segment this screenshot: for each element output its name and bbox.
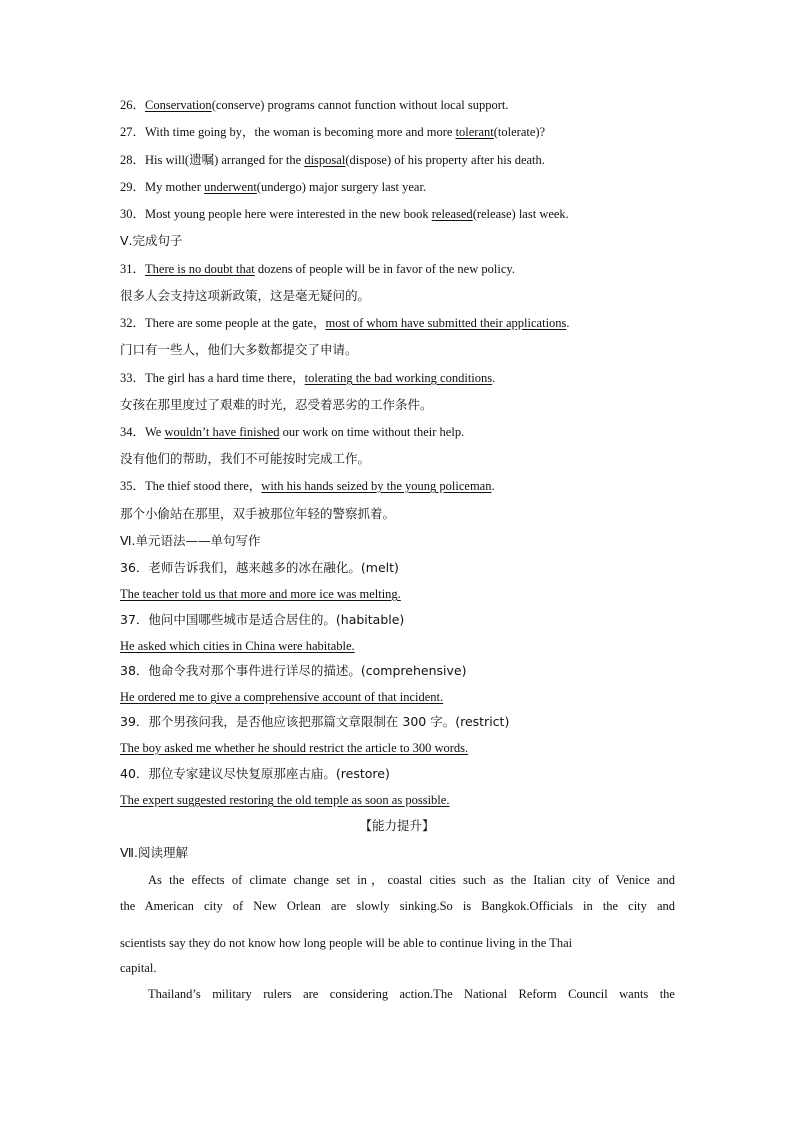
answer-28: disposal [304,153,346,167]
question-27: 27．With time going by，the woman is becoming more and more tolerant(tolerate)? [120,125,546,139]
question-31: 31．There is no doubt that dozens of people will be in favor of the new policy. [120,262,515,276]
answer-27: tolerant [455,125,494,139]
section-6-heading: Ⅵ.单元语法——单句写作 [120,533,261,548]
question-37-prompt: 37．他问中国哪些城市是适合居住的。(habitable) [120,612,405,627]
question-28: 28．His will(遗嘱) arranged for the disposal(dispose) of his property after his death. [120,153,545,167]
section-5-heading: Ⅴ.完成句子 [120,233,183,248]
answer-31: There is no doubt that [145,262,255,276]
answer-33: tolerating the bad working conditions [304,371,493,385]
question-26: 26．Conservation(conserve) programs cannot function without local support. [120,98,509,112]
question-32-chinese: 门口有一些人，他们大多数都提交了申请。 [120,342,358,357]
answer-30: released [431,207,473,221]
question-35-chinese: 那个小偷站在那里，双手被那位年轻的警察抓着。 [120,506,396,521]
question-35: 35．The thief stood there，with his hands seized by the young policeman. [120,479,495,493]
question-31-chinese: 很多人会支持这项新政策，这是毫无疑问的。 [120,288,371,303]
section-7-heading: Ⅶ.阅读理解 [120,845,188,860]
answer-38: He ordered me to give a comprehensive account of that incident. [120,690,444,704]
answer-37: He asked which cities in China were habitable. [120,639,355,653]
answer-36: The teacher told us that more and more ice was melting. [120,587,401,601]
passage-line-5: Thailand’s military rulers are considering action.The National Reform Council wants the [148,987,675,1001]
passage-line-3: scientists say they do not know how long people will be able to continue living in the Thai [120,936,573,950]
passage-line-1: As the effects of climate change set in，coastal cities such as the Italian city of Venice and [148,873,675,887]
answer-29: underwent [204,180,257,194]
answer-39: The boy asked me whether he should restrict the article to 300 words. [120,741,469,755]
question-29: 29．My mother underwent(undergo) major surgery last year. [120,180,427,194]
question-40-prompt: 40．那位专家建议尽快复原那座古庙。(restore) [120,766,390,781]
answer-32: most of whom have submitted their applications [325,316,567,330]
answer-26: Conservation [145,98,212,112]
question-39-prompt: 39．那个男孩问我，是否他应该把那篇文章限制在 300 字。(restrict) [120,714,510,729]
question-36-prompt: 36．老师告诉我们，越来越多的冰在融化。(melt) [120,560,399,575]
answer-34: wouldn’t have finished [164,425,280,439]
question-32: 32．There are some people at the gate，most of whom have submitted their applications. [120,316,570,330]
question-33: 33．The girl has a hard time there，tolerating the bad working conditions. [120,371,496,385]
question-38-prompt: 38．他命令我对那个事件进行详尽的描述。(comprehensive) [120,663,467,678]
question-33-chinese: 女孩在那里度过了艰难的时光，忍受着恶劣的工作条件。 [120,397,433,412]
passage-line-2: the American city of New Orlean are slowly sinking.So is Bangkok.Officials in the city and [120,899,675,913]
passage-line-4: capital. [120,961,157,975]
question-30: 30．Most young people here were interested in the new book released(release) last week. [120,207,569,221]
answer-40: The expert suggested restoring the old temple as soon as possible. [120,793,450,807]
answer-35: with his hands seized by the young policeman [261,479,492,493]
question-34: 34．We wouldn’t have finished our work on time without their help. [120,425,465,439]
ability-heading: 【能力提升】 [359,818,435,833]
question-34-chinese: 没有他们的帮助，我们不可能按时完成工作。 [120,451,371,466]
